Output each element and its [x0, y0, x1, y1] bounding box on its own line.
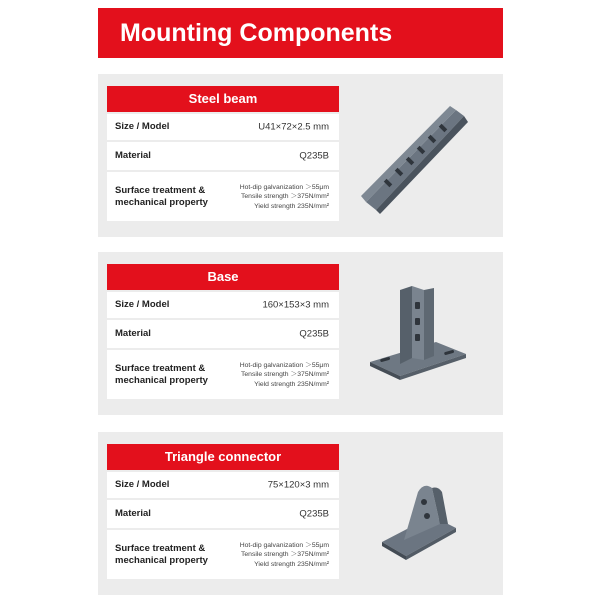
steel-beam-icon — [358, 104, 478, 219]
size-label: Size / Model — [115, 479, 170, 490]
material-row — [107, 500, 339, 528]
size-value: 75×120×3 mm — [267, 479, 329, 491]
surface-label: Surface treatment & mechanical property — [115, 184, 208, 208]
spec-title: Base — [107, 264, 339, 290]
size-label: Size / Model — [115, 121, 170, 132]
spec-title: Triangle connector — [107, 444, 339, 470]
material-value: Q235B — [299, 328, 329, 340]
surface-row — [107, 530, 339, 579]
triangle-connector-icon — [374, 480, 469, 565]
spec-table — [107, 444, 339, 579]
spec-title: Steel beam — [107, 86, 339, 112]
component-panel-base — [98, 252, 503, 415]
size-label: Size / Model — [115, 299, 170, 310]
surface-label: Surface treatment & mechanical property — [115, 542, 208, 566]
surface-row — [107, 172, 339, 221]
component-panel-triangle-connector — [98, 432, 503, 595]
component-panel-steel-beam — [98, 74, 503, 237]
material-value: Q235B — [299, 508, 329, 520]
size-value: U41×72×2.5 mm — [258, 121, 329, 133]
size-row — [107, 292, 339, 318]
page-title: Mounting Components — [120, 19, 393, 47]
spec-table — [107, 264, 339, 399]
material-label: Material — [115, 508, 151, 519]
material-label: Material — [115, 328, 151, 339]
spec-table — [107, 86, 339, 221]
material-value: Q235B — [299, 150, 329, 162]
material-label: Material — [115, 150, 151, 161]
size-row — [107, 472, 339, 498]
surface-row — [107, 350, 339, 399]
page-header — [98, 8, 503, 58]
base-bracket-icon — [366, 284, 471, 389]
material-row — [107, 142, 339, 170]
size-row — [107, 114, 339, 140]
property-values: Hot-dip galvanization ＞55μm Tensile strength ＞375N/mm² Yield strength 235N/mm² — [239, 361, 329, 388]
size-value: 160×153×3 mm — [262, 299, 329, 311]
surface-label: Surface treatment & mechanical property — [115, 362, 208, 386]
property-values: Hot-dip galvanization ＞55μm Tensile strength ＞375N/mm² Yield strength 235N/mm² — [239, 183, 329, 210]
property-values: Hot-dip galvanization ＞55μm Tensile strength ＞375N/mm² Yield strength 235N/mm² — [239, 541, 329, 568]
material-row — [107, 320, 339, 348]
